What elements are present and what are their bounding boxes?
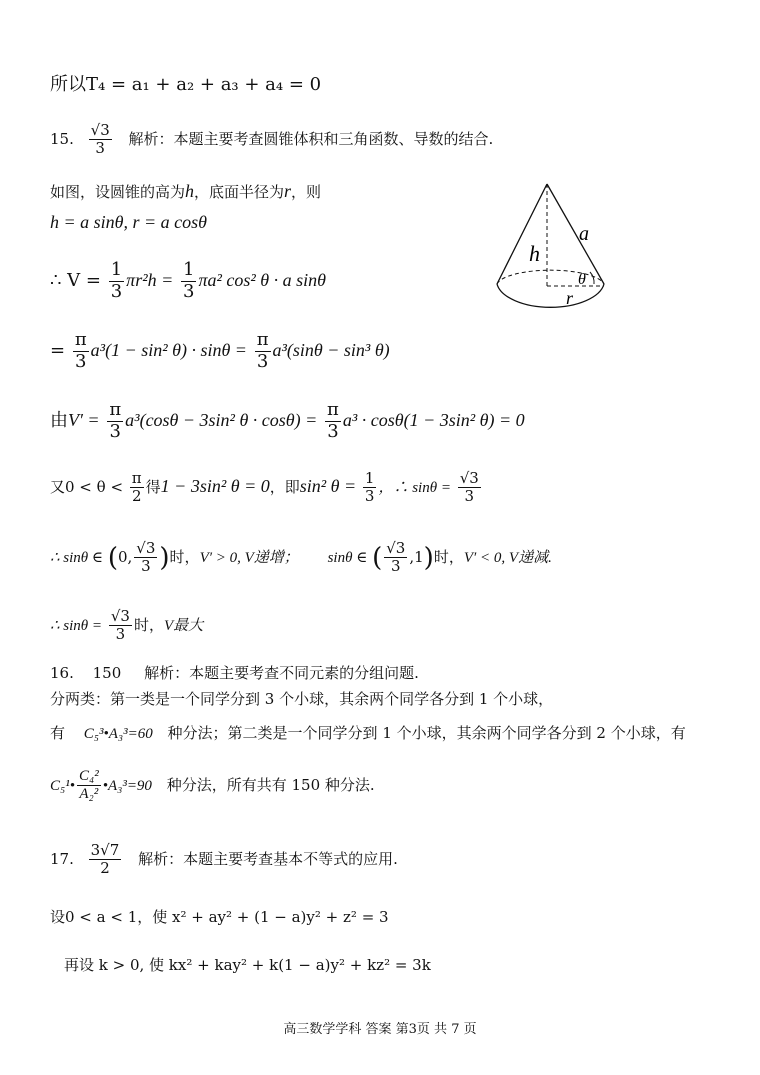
q16-line3-c: 种分法，所有共有 150 种分法. [166,775,375,794]
q16-line2 [50,724,686,743]
eq2-a: πr²h = [126,270,174,291]
eq6-zero: 0, [117,547,133,566]
eq3-a: a³(1 − sin² θ) · sinθ = [90,340,247,361]
q15-eq2 [50,260,326,302]
eq7-frac: $\frac{√3}{3}$ [110,607,130,644]
q16-answer: 150 [92,664,122,682]
q17-line2: 再设 k > 0, 使 kx² + kay² + k(1 − a)y² + kz² = 3k [64,956,431,974]
setup-r: r [284,181,292,201]
eq4-a: V′ = [68,410,100,431]
eq2-frac2: $\frac{1}{3}$ [182,259,195,302]
q17-header [50,842,398,878]
eq4-c: a³ · cosθ(1 − 3sin² θ) = 0 [342,410,525,431]
t4-line: 所以T₄ = a₁ + a₂ + a₃ + a₄ = 0 [50,74,322,95]
q17-answer: $\frac{3√7}{2}$ [90,841,120,878]
q15-analysis: 解析：本题主要考查圆锥体积和三角函数、导数的结合. [128,129,494,148]
cone-figure [490,178,620,320]
q15-eq5 [50,470,483,506]
eq3-frac2: $\frac{\pi}{3}$ [256,329,269,372]
eq5-c: sin² θ = [299,475,357,496]
setup-end: ，则 [291,183,322,201]
q17-line1: 设0 < a < 1，使 x² + ay² + (1 − a)y² + z² = 3 [50,908,389,926]
cone-label-theta: θ [578,271,586,288]
eq7-c: V最大 [163,617,204,634]
eq6-a: ∴ sinθ ∈ [50,549,104,566]
q17-analysis: 解析：本题主要考查基本不等式的应用. [138,849,398,868]
cone-label-a: a [579,223,589,245]
eq6-c: V′ > 0, V递增； [199,549,299,566]
q16-line3-a: C₅¹• [50,777,75,794]
q15-header [50,122,493,158]
eq2-lead: ∴ V = [50,270,101,292]
eq6-one: ,1 [409,547,424,566]
eq5-frac-sqrt3: $\frac{√3}{3}$ [459,469,479,506]
q15-eq6: ∴ sinθ ∈ (0, $\frac{√3}{3}$ )时，V′ > 0, V递增； sinθ ∈ ( $\frac{√3}{3}$ ,1)时，V′ < 0, V递减. [50,539,552,576]
q16-frac: $\frac{\text{C₄²}}{\text{A₂²}}$ [78,768,99,803]
eq6-d: sinθ ∈ [327,549,368,566]
q16-line2-a: 有 [50,724,66,742]
q15-eq3: = $\frac{\pi}{3}$ a³(1 − sin² θ) · sinθ = $\frac{\pi}{3}$ a³(sinθ − sin³ θ) [50,329,390,372]
q15-eq7 [50,608,203,644]
q15-setup [50,181,321,203]
page-footer: 高三数学学科 答案 第3页 共 7 页 [283,1022,477,1037]
q15-answer-den: 3 [95,139,105,158]
setup-h: h [185,181,195,201]
q16-analysis: 解析：本题主要考查不同元素的分组问题. [144,664,419,682]
eq6-b: 时， [169,547,200,566]
q16-header [50,664,419,682]
eq4-frac2: $\frac{\pi}{3}$ [327,399,339,442]
eq4-b: a³(cosθ − 3sin² θ · cosθ) = [125,410,318,431]
eq6-e: 时， [433,547,464,566]
eq5-a: 1 − 3sin² θ = 0 [160,475,270,496]
q15-eq1: h = a sinθ, r = a cosθ [50,212,207,232]
eq3-frac1: $\frac{\pi}{3}$ [74,329,87,372]
eq2-frac1: $\frac{1}{3}$ [110,259,123,302]
eq4-lead: 由 [50,410,68,432]
q15-answer-num: √3 [90,121,110,139]
cone-label-r: r [566,288,574,308]
q17-number: 17. [50,849,74,868]
q16-line2-b: C₅³•A₃³=60 [83,726,153,742]
eq5-frac-pi2: $\frac{\pi}{2}$ [131,469,142,506]
eq5-frac-13: $\frac{1}{3}$ [364,469,375,506]
q16-line2-c: 种分法；第二类是一个同学分到 1 个小球，其余两个同学各分到 2 个小球，有 [167,724,686,742]
q16-line3-b: •A₃³=90 [102,777,152,794]
eq4-frac1: $\frac{\pi}{3}$ [109,399,122,442]
eq7-b: 时， [133,615,164,634]
eq6-f: V′ < 0, V递减. [463,549,552,566]
eq7-a: ∴ sinθ = [50,617,103,634]
q16-line1: 分两类：第一类是一个同学分到 3 个小球，其余两个同学各分到 1 个小球， [50,690,554,708]
eq6-frac2: $\frac{√3}{3}$ [386,539,406,576]
setup-mid: ，底面半径为 [194,183,285,201]
eq2-b: πa² cos² θ · a sinθ [198,270,326,291]
eq3-b: a³(sinθ − sin³ θ) [272,340,390,361]
cone-label-h: h [529,241,540,266]
q16-line3 [50,768,375,804]
setup-text: 如图，设圆锥的高为 [50,183,186,201]
eq5-d: ，∴ sinθ = [378,479,451,496]
q15-eq4 [50,400,525,442]
eq6-frac1: $\frac{√3}{3}$ [136,539,156,576]
eq5-lead: 又0 < θ < [50,477,124,496]
q15-number: 15. [50,129,74,148]
q15-answer [89,122,112,158]
eq5-b: ，即 [269,477,300,496]
eq5-de: 得 [145,477,161,496]
q16-number: 16. [50,664,74,682]
